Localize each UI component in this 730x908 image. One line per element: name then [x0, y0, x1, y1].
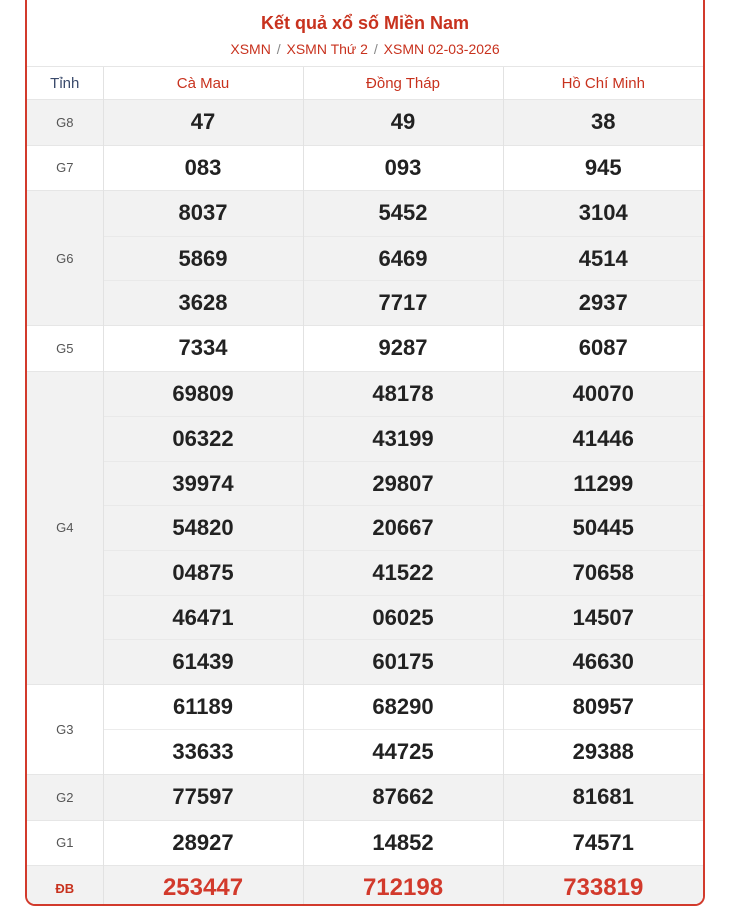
lottery-number: 14507: [504, 595, 704, 640]
column-header-province-label: Tỉnh: [27, 67, 103, 100]
lottery-number: 083: [184, 154, 222, 180]
lottery-number: 5452: [378, 200, 428, 226]
table-row: [27, 371, 703, 684]
lottery-number: 4514: [504, 236, 704, 281]
prize-label: G4: [27, 371, 103, 684]
breadcrumb-xsmn-date[interactable]: XSMN 02-03-2026: [383, 41, 500, 57]
table-row: [27, 866, 703, 906]
lottery-number: 70658: [504, 550, 704, 595]
lottery-number: 6469: [304, 236, 503, 281]
lottery-number: 2937: [504, 280, 704, 325]
lottery-number: 54820: [104, 505, 303, 550]
lottery-number: 81681: [572, 783, 634, 809]
table-row: [27, 820, 703, 866]
lottery-number: 8037: [178, 200, 228, 226]
lottery-number: 093: [384, 154, 422, 180]
province-result-cell: [103, 820, 303, 866]
province-result-cell: [303, 371, 503, 684]
table-row: [27, 191, 703, 326]
lottery-number: 43199: [304, 416, 503, 461]
lottery-number: 29388: [504, 729, 704, 774]
lottery-number: 06322: [104, 416, 303, 461]
lottery-number: 06025: [304, 595, 503, 640]
province-result-cell: [503, 774, 703, 820]
province-result-cell: [303, 820, 503, 866]
breadcrumb: [27, 40, 703, 58]
lottery-number: 46630: [504, 639, 704, 684]
breadcrumb-separator: /: [276, 41, 281, 57]
province-result-cell: [103, 371, 303, 684]
lottery-number: 41446: [504, 416, 704, 461]
province-result-cell: [303, 145, 503, 191]
results-header: [27, 0, 703, 66]
results-card: [25, 0, 705, 906]
lottery-number: 50445: [504, 505, 704, 550]
lottery-number: 68290: [372, 693, 434, 719]
column-header-province[interactable]: Cà Mau: [103, 67, 303, 100]
lottery-number: 44725: [304, 729, 503, 774]
province-result-cell: [103, 145, 303, 191]
province-result-cell: [503, 371, 703, 684]
lottery-number: 61189: [173, 693, 233, 719]
province-result-cell: [303, 684, 503, 774]
lottery-number: 28927: [172, 829, 234, 855]
table-row: [27, 774, 703, 820]
lottery-number: 46471: [104, 595, 303, 640]
lottery-number: 3628: [104, 280, 303, 325]
province-result-cell: [103, 191, 303, 326]
province-result-cell: [303, 774, 503, 820]
lottery-number: 9287: [378, 334, 428, 360]
prize-label: G8: [27, 100, 103, 146]
prize-label: G2: [27, 774, 103, 820]
table-row: [27, 145, 703, 191]
lottery-number: 7334: [178, 334, 228, 360]
table-row: [27, 325, 703, 371]
prize-label: G6: [27, 191, 103, 326]
province-result-cell: [503, 820, 703, 866]
province-result-cell: [503, 866, 703, 906]
special-prize-number: 253447: [162, 874, 244, 902]
special-prize-number: 733819: [563, 874, 644, 902]
province-result-cell: [503, 325, 703, 371]
lottery-number: 14852: [372, 829, 434, 855]
lottery-number: 48178: [372, 380, 434, 406]
lottery-number: 7717: [304, 280, 503, 325]
province-result-cell: [303, 866, 503, 906]
results-table: [27, 66, 703, 906]
lottery-number: 77597: [172, 783, 234, 809]
lottery-number: 945: [584, 154, 622, 180]
results-body: [27, 100, 703, 907]
lottery-number: 61439: [104, 639, 303, 684]
lottery-number: 04875: [104, 550, 303, 595]
table-row: [27, 100, 703, 146]
province-result-cell: [303, 325, 503, 371]
breadcrumb-separator: /: [373, 41, 378, 57]
prize-label: G3: [27, 684, 103, 774]
special-prize-number: 712198: [362, 874, 444, 902]
prize-label: G7: [27, 145, 103, 191]
province-result-cell: [503, 684, 703, 774]
lottery-number: 87662: [372, 783, 434, 809]
lottery-number: 49: [390, 109, 416, 134]
province-result-cell: [303, 100, 503, 146]
lottery-number: 40070: [572, 380, 634, 406]
lottery-number: 47: [190, 109, 216, 134]
prize-label: G5: [27, 325, 103, 371]
lottery-number: 11299: [504, 461, 704, 506]
lottery-number: 5869: [104, 236, 303, 281]
prize-label: ĐB: [27, 866, 103, 906]
breadcrumb-xsmn[interactable]: XSMN: [230, 41, 271, 57]
province-result-cell: [503, 191, 703, 326]
province-result-cell: [103, 100, 303, 146]
province-result-cell: [503, 100, 703, 146]
province-result-cell: [303, 191, 503, 326]
page-title: Kết quả xổ số Miền Nam: [260, 13, 470, 33]
province-result-cell: [103, 325, 303, 371]
table-row: [27, 684, 703, 774]
lottery-number: 74571: [572, 829, 634, 855]
column-header-province[interactable]: Đồng Tháp: [303, 67, 503, 100]
lottery-number: 33633: [104, 729, 303, 774]
lottery-number: 38: [591, 109, 616, 134]
province-result-cell: [103, 774, 303, 820]
lottery-number: 41522: [304, 550, 503, 595]
column-header-province[interactable]: Hồ Chí Minh: [503, 67, 703, 100]
table-header-row: [27, 67, 703, 100]
breadcrumb-xsmn-thu2[interactable]: XSMN Thứ 2: [286, 41, 368, 57]
prize-label: G1: [27, 820, 103, 866]
lottery-number: 6087: [578, 334, 628, 360]
lottery-number: 69809: [172, 380, 234, 406]
province-result-cell: [103, 684, 303, 774]
province-result-cell: [103, 866, 303, 906]
lottery-number: 20667: [304, 505, 503, 550]
lottery-number: 39974: [104, 461, 303, 506]
lottery-number: 60175: [304, 639, 503, 684]
lottery-number: 3104: [578, 200, 628, 226]
province-result-cell: [503, 145, 703, 191]
lottery-number: 29807: [304, 461, 503, 506]
lottery-number: 80957: [572, 693, 634, 719]
